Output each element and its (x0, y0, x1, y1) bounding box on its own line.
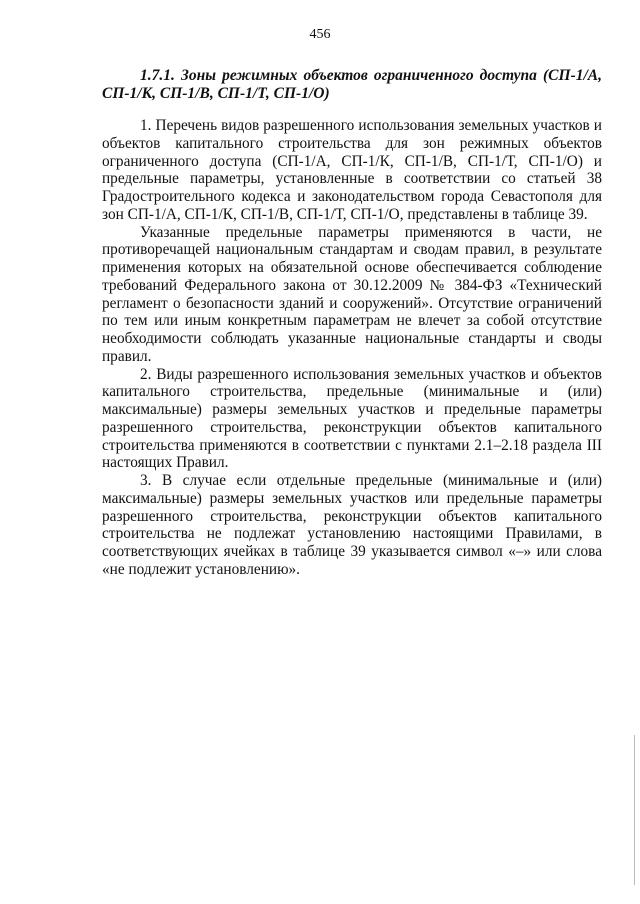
paragraph-1: 1. Перечень видов разрешенного использования земельных участков и объектов капитального строительства для зон режимных объектов ограниченного доступа (СП-1/А, СП-1/К, СП-1/В, СП-1/Т, СП-1/О) и предельные параметры, установленные в соответствии со статьей 38 Градостроительного кодекса и законодательством города Севастополя для зон СП-1/А, СП-1/К, СП-1/В, СП-1/Т, СП-1/О, представлены в таблице 39. (102, 117, 602, 223)
paragraph-2: Указанные предельные параметры применяются в части, не противоречащей национальным стандартам и сводам правил, в результате применения которых на обязательной основе обеспечивается соблюдение требований Федерального закона от 30.12.2009 № 384-ФЗ «Технический регламент о безопасности зданий и сооружений». Отсутствие ограничений по тем или иным конкретным параметрам не влечет за собой отсутствие необходимости соблюдать указанные национальные стандарты и своды правил. (102, 223, 602, 365)
page-number: 456 (309, 27, 331, 42)
section-heading: 1.7.1. Зоны режимных объектов ограниченного доступа (СП-1/А, СП-1/К, СП-1/В, СП-1/Т, СП-1/О) (102, 67, 602, 102)
paragraph-3: 2. Виды разрешенного использования земельных участков и объектов капитального строительства, предельные (минимальные и (или) максимальные) размеры земельных участков и предельные параметры разрешенного строительства, реконструкции объектов капитального строительства применяются в соответствии с пунктами 2.1–2.18 раздела III настоящих Правил. (102, 365, 602, 472)
scan-edge-mark (634, 735, 635, 885)
document-body (102, 117, 602, 579)
paragraph-4: 3. В случае если отдельные предельные (минимальные и (или) максимальные) размеры земельных участков или предельные параметры разрешенного строительства, реконструкции объектов капитального строительства не подлежат установлению настоящими Правилами, в соответствующих ячейках в таблице 39 указывается символ «–» или слова «не подлежит установлению». (102, 472, 602, 578)
